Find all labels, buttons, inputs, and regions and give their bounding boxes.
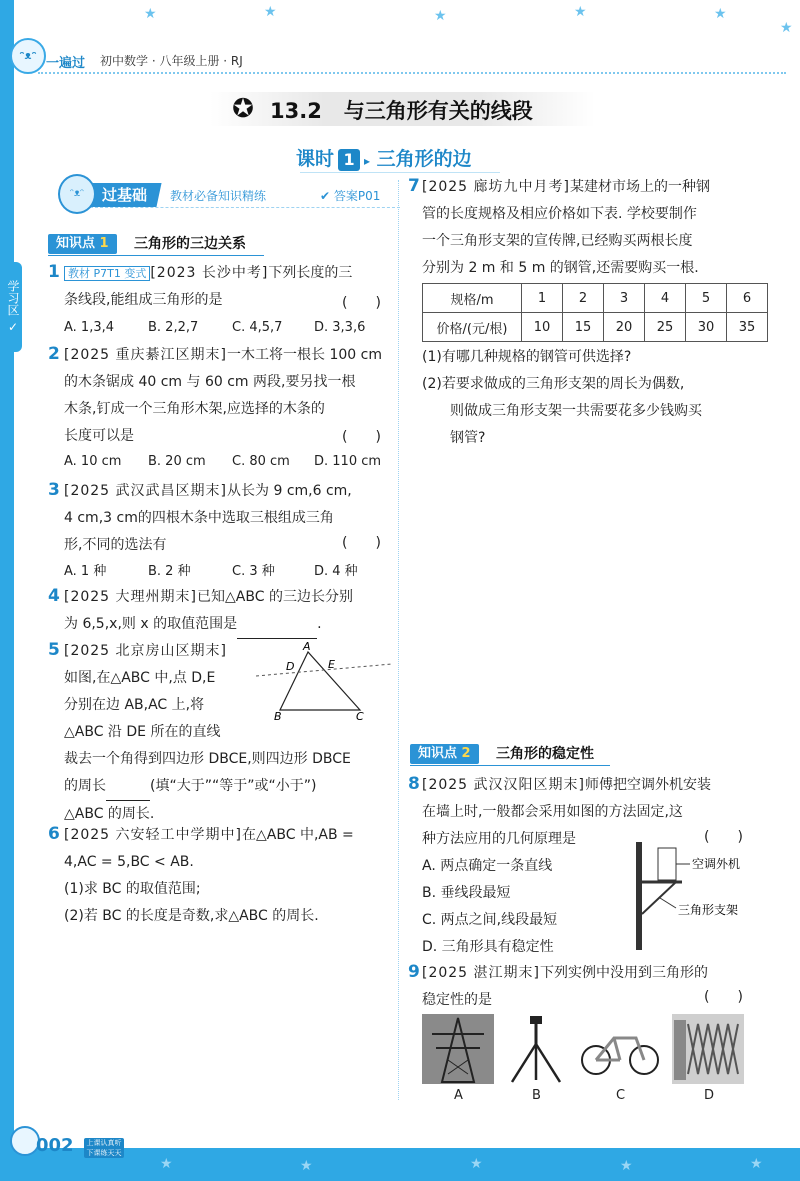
options: A. 1 种 B. 2 种 C. 3 种 D. 4 种 [64,564,358,579]
answer-paren: ( ) [342,429,381,445]
answer-paren: ( ) [342,535,381,551]
knowledge-point-2: 知识点 2 三角形的稳定性 [410,744,750,766]
question-7: [2025 廊坊九中月考]某建材市场上的一种钢 管的长度规格及相应价格如下表. 学校要制作 一个三角形支架的宣传牌,已经购买两根长度 分别为 2 m 和 5 m 的钢管,还需要购买一根. [422,179,711,276]
badge-icon: ✪ [232,94,254,124]
vertex-label: D [286,660,295,673]
tripod-image [506,1014,566,1084]
power-tower-image [422,1014,494,1084]
ac-bracket-figure [630,842,790,954]
question-1: 教材 P7T1 变式 [2023 长沙中考]下列长度的三 条线段,能组成三角形的是 [64,265,353,308]
question-8: [2025 武汉汉阳区期末]师傅把空调外机安装 在墙上时,一般都会采用如图的方法固定,这 种方法应用的几何原理是 A. 两点确定一条直线 B. 垂线段最短 C. 两点之间,线段最短 D. 三角形具有稳定性 [422,777,712,955]
question-number: 4 [48,586,60,606]
question-4: [2025 大理州期末]已知△ABC 的三边长分别 为 6,5,x,则 x 的取值范围是 . [64,584,396,639]
lesson-underline [300,172,500,173]
answer-paren: ( ) [342,295,381,311]
knowledge-point-1: 知识点 1 三角形的三边关系 [48,234,388,256]
option-label: B [532,1088,541,1103]
question-number: 1 [48,262,60,282]
banner-tag: 过基础 [87,183,161,207]
vertex-label: A [303,640,311,653]
question-number: 8 [408,774,420,794]
question-6: [2025 六安轻工中学期中]在△ABC 中,AB = 4,AC = 5,BC < AB. (1)求 BC 的取值范围; (2)若 BC 的长度是奇数,求△ABC 的周长. [64,827,354,924]
basic-banner [60,183,400,209]
footer-tag: 上课认真听 下课练天天 [84,1138,124,1158]
option-label: D [704,1088,715,1103]
side-tab: 学习区 ✓ [0,262,22,352]
folding-gate-image [672,1014,744,1084]
answer-paren: ( ) [704,989,743,1005]
figure-label: 空调外机 [692,857,741,871]
page-number: 002 [36,1135,74,1156]
option-label: C [616,1088,626,1103]
footer-bar: ★ ★ ★ ★ ★ [0,1148,800,1181]
question-number: 9 [408,962,420,982]
breadcrumb: 初中数学 · 八年级上册 · RJ [100,54,243,68]
question-2: [2025 重庆綦江区期末]一木工将一根长 100 cm 的木条锯成 40 cm 与 60 cm 两段,要另找一根 木条,钉成一个三角形木架,应选择的木条的 长度可以是 [64,347,382,444]
option-label: A [454,1088,463,1103]
question-number: 7 [408,176,420,196]
question-number: 6 [48,824,60,844]
options: A. 10 cm B. 20 cm C. 80 cm D. 110 cm [64,454,382,469]
logo-icon: ᵔᴥᵔ [10,38,46,74]
question-number: 3 [48,480,60,500]
price-table [422,283,768,342]
banner-line [90,207,400,208]
brand: 一遍过 [46,56,86,71]
table-row: 规格/m 1 2 3 4 5 6 [423,284,768,313]
vertex-label: C [356,710,364,723]
question-9: [2025 湛江期末]下列实例中没用到三角形的 稳定性的是 [422,965,709,1008]
page: ★ ★ ★ ★ ★ ★ [14,0,800,1181]
bicycle-image [580,1020,660,1080]
answer-paren: ( ) [704,829,743,845]
options: A. 1,3,4 B. 2,2,7 C. 4,5,7 D. 3,3,6 [64,320,366,335]
question-3: [2025 武汉武昌区期末]从长为 9 cm,6 cm, 4 cm,3 cm的四根木条中选取三根组成三角 形,不同的选法有 [64,483,352,553]
banner-answer: ✔ 答案P01 [320,189,381,203]
figure-label: 三角形支架 [678,903,739,917]
column-divider [398,180,399,1100]
triangle-figure [256,640,396,724]
header-divider [38,72,786,74]
vertex-label: E [328,658,335,671]
question-number: 5 [48,640,60,660]
table-row: 价格/(元/根) 10 15 20 25 30 35 [423,313,768,342]
question-5: [2025 北京房山区期末] 如图,在△ABC 中,点 D,E 分别在边 AB,AC 上,将 △ABC 沿 DE 所在的直线 裁去一个角得到四边形 DBCE,则四边形 DBCE 的周长 (填“大于”“等于”或“小于”) △ABC 的周长. [64,643,351,822]
section-title: 13.2 与三角形有关的线段 [270,99,533,123]
question-number: 2 [48,344,60,364]
lesson-title: 课时 1 ▸ 三角形的边 [296,148,472,170]
mascot-icon: ᵔᴥᵔ [58,174,96,214]
banner-subtitle: 教材必备知识精练 [170,189,267,203]
question-7-subparts: (1)有哪几种规格的钢管可供选择? (2)若要求做成的三角形支架的周长为偶数, 则做成三角形支架一共需要花多少钱购买 钢管? [422,349,702,446]
vertex-label: B [274,710,282,723]
